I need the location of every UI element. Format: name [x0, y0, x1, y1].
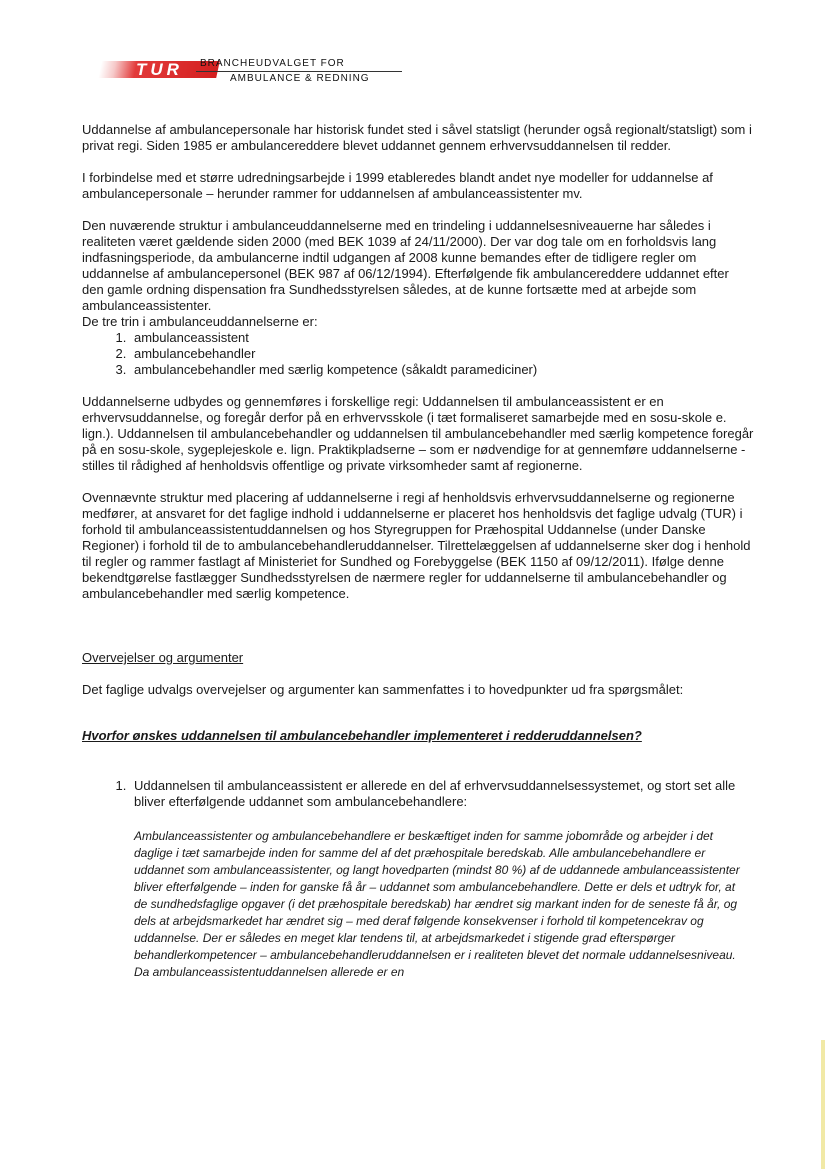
intro-paragraph-1: Uddannelse af ambulancepersonale har historisk fundet sted i såvel statsligt (herunder også regionalt/statsligt) som i privat regi. Siden 1985 er ambulancereddere blevet uddannet gennem erhvervsuddannelsen til redder.	[82, 122, 752, 153]
argument-text: Uddannelsen til ambulanceassistent er allerede en del af erhvervsuddannelsessystemet, og stort set alle bliver efterfølgende uddannet som ambulancebehandlere:	[134, 778, 736, 809]
key-question: Hvorfor ønskes uddannelsen til ambulancebehandler implementeret i redderuddannelsen?	[82, 728, 642, 743]
header-rule	[196, 71, 402, 72]
org-name-line1: BRANCHEUDVALGET FOR	[200, 58, 345, 69]
levels-intro: De tre trin i ambulanceuddannelserne er:	[82, 314, 318, 329]
intro-paragraph-2: I forbindelse med et større udredningsarbejde i 1999 etableredes blandt andet nye modeller for uddannelse af ambulancepersonale – herunder rammer for uddannelsen af ambulanceassistenter mv.	[82, 170, 713, 201]
level-item: 2. ambulancebehandler	[130, 346, 754, 362]
levels-list	[82, 330, 754, 378]
scan-edge-mark	[821, 1040, 825, 1169]
letterhead	[96, 56, 406, 86]
argument-item	[130, 778, 754, 981]
level-item: 1. ambulanceassistent	[130, 330, 754, 346]
document-body	[82, 122, 754, 981]
section-title: Overvejelser og argumenter	[82, 650, 244, 665]
org-name-line2: AMBULANCE & REDNING	[230, 73, 370, 84]
argument-list	[82, 778, 754, 981]
intro-paragraph-4: Uddannelserne udbydes og gennemføres i forskellige regi: Uddannelsen til ambulanceassistent er en erhvervsuddannelse, og foregår derfor på en erhvervsskole (i tæt formaliseret samarbejde med en sosu-skole e. lign.). Uddannelsen til ambulancebehandler og uddannelsen til ambulancebehandler med særlig kompetence foregår på en sosu-skole, sygeplejeskole e. lign. Praktikpladserne – som er nødvendige for at gennemføre uddannelserne - stilles til rådighed af henholdsvis offentlige og private virksomheder samt af regionerne.	[82, 394, 754, 473]
considerations-text: Det faglige udvalgs overvejelser og argumenter kan sammenfattes i to hovedpunkter ud fra spørgsmålet:	[82, 682, 684, 697]
argument-quote: Ambulanceassistenter og ambulancebehandlere er beskæftiget inden for samme jobområde og arbejder i det daglige i tæt samarbejde inden for samme del af det præhospitale beredskab. Alle ambulancebehandlere er uddannet som ambulanceassistenter, og langt hovedparten (mindst 80 %) af de uddannede ambulanceassistenter bliver efterfølgende – inden for ganske få år – uddannet som ambulancebehandlere. Dette er dels et udtryk for, at de sundhedsfaglige opgaver (i det præhospitale beredskab) har ændret sig markant inden for de seneste få år, og dels at arbejdsmarkedet har ændret sig – med deraf følgende konsekvenser i forhold til kompetencekrav og uddannelse. Der er således en meget klar tendens til, at arbejdsmarkedet i stigende grad efterspørger behandlerkompetencer – ambulancebehandleruddannelsen er i realiteten blevet det normale uddannelsesniveau. Da ambulanceassistentuddannelsen allerede er en	[134, 829, 740, 979]
tur-logo-text: TUR	[136, 60, 183, 79]
intro-paragraph-5: Ovennævnte struktur med placering af uddannelserne i regi af henholdsvis erhvervsuddannelserne og regionerne medfører, at ansvaret for det faglige indhold i uddannelserne er placeret hos henholdsvis det faglige udvalg (TUR) i forhold til ambulanceassistentuddannelsen og hos Styregruppen for Præhospital Uddannelse (under Danske Regioner) i forhold til de to ambulancebehandleruddannelser. Tilrettelæggelsen af uddannelserne sker dog i henhold til regler og rammer fastlagt af Ministeriet for Sundhed og Forebyggelse (BEK 1150 af 09/12/2011). Ifølge denne bekendtgørelse fastlægger Sundhedsstyrelsen de nærmere regler for uddannelserne til ambulancebehandler og ambulancebehandler med særlig kompetence.	[82, 490, 751, 601]
intro-paragraph-3: Den nuværende struktur i ambulanceuddannelserne med en trindeling i uddannelsesniveauerne har således i realiteten været gældende siden 2000 (med BEK 1039 af 24/11/2000). Der var dog tale om en forholdsvis lang indfasningsperiode, da ambulancerne indtil udgangen af 2008 kunne bemandes efter de tidligere regler om uddannelse af ambulancepersonel (BEK 987 af 06/12/1994). Efterfølgende fik ambulancereddere uddannet efter den gamle ordning dispensation fra Sundhedsstyrelsen således, at de kunne fortsætte med at arbejde som ambulanceassistenter.	[82, 218, 729, 313]
level-item: 3. ambulancebehandler med særlig kompetence (såkaldt paramediciner)	[130, 362, 754, 378]
